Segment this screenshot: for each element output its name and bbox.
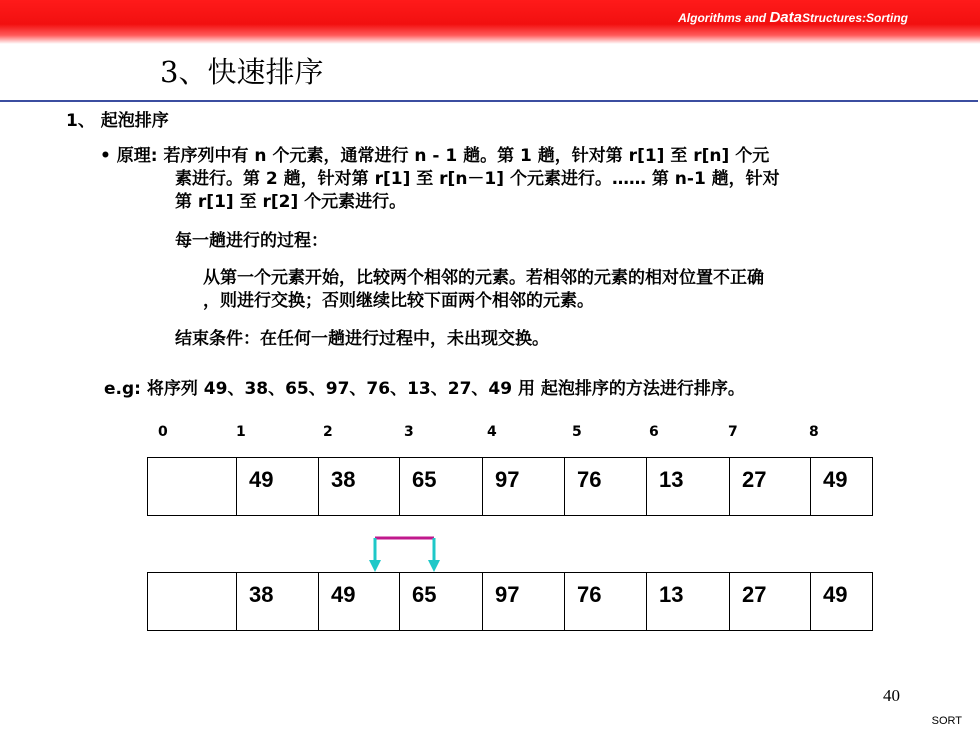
course-banner <box>678 9 908 26</box>
cell-value: 49 <box>823 467 848 492</box>
array-cell <box>482 573 564 630</box>
array-cell <box>147 573 236 630</box>
cell-value: 27 <box>742 582 767 607</box>
index-label: 6 <box>649 424 659 440</box>
index-label: 4 <box>487 424 497 440</box>
cell-value: 49 <box>823 582 848 607</box>
swap-indicator <box>360 532 450 574</box>
array-before-row <box>147 457 873 516</box>
swap-arrowhead-left <box>369 560 381 572</box>
principle-line-3: 第 r[1] 至 r[2] 个元素进行。 <box>175 192 407 212</box>
cell-value: 76 <box>577 582 602 607</box>
array-cell <box>236 573 318 630</box>
title-divider <box>0 100 978 102</box>
index-label: 1 <box>236 424 246 440</box>
array-cell <box>482 458 564 515</box>
banner-data: Data <box>769 9 802 26</box>
array-cell <box>810 573 873 630</box>
array-cell <box>564 573 646 630</box>
array-cell <box>729 458 810 515</box>
array-cell <box>729 573 810 630</box>
example-text: e.g: 将序列 49、38、65、97、76、13、27、49 用 起泡排序的方法进行排序。 <box>104 379 745 399</box>
process-line-2: ，则进行交换；否则继续比较下面两个相邻的元素。 <box>203 291 594 311</box>
slide-title: 3、快速排序 <box>160 55 324 89</box>
cell-value: 13 <box>659 467 684 492</box>
cell-value: 65 <box>412 467 437 492</box>
index-label: 0 <box>158 424 168 440</box>
cell-value: 97 <box>495 582 520 607</box>
process-line-1: 从第一个元素开始，比较两个相邻的元素。若相邻的元素的相对位置不正确 <box>203 268 764 288</box>
section-heading: 1、 起泡排序 <box>66 111 169 131</box>
array-cell <box>646 573 729 630</box>
index-label: 7 <box>728 424 738 440</box>
cell-value: 76 <box>577 467 602 492</box>
index-label: 5 <box>572 424 582 440</box>
footer-tag: SORT <box>931 715 962 727</box>
index-label: 3 <box>404 424 414 440</box>
process-label: 每一趟进行的过程： <box>175 231 328 251</box>
array-cell <box>399 573 482 630</box>
cell-value: 49 <box>249 467 274 492</box>
cell-value: 27 <box>742 467 767 492</box>
end-condition: 结束条件：在任何一趟进行过程中，未出现交换。 <box>175 329 549 349</box>
principle-line-2: 素进行。第 2 趟，针对第 r[1] 至 r[n－1] 个元素进行。…… 第 n-1 趟，针对 <box>175 169 780 189</box>
index-label: 2 <box>323 424 333 440</box>
array-cell <box>810 458 873 515</box>
cell-value: 38 <box>331 467 356 492</box>
array-cell <box>318 573 399 630</box>
banner-suffix: Structures:Sorting <box>801 11 908 25</box>
cell-value: 13 <box>659 582 684 607</box>
index-label: 8 <box>809 424 819 440</box>
cell-value: 97 <box>495 467 520 492</box>
array-after-row <box>147 572 873 631</box>
cell-value: 49 <box>331 582 356 607</box>
array-cell <box>236 458 318 515</box>
array-cell <box>318 458 399 515</box>
cell-value: 65 <box>412 582 437 607</box>
array-cell <box>147 458 236 515</box>
banner-prefix: Algorithms and <box>678 11 770 25</box>
array-cell <box>399 458 482 515</box>
cell-value: 38 <box>249 582 274 607</box>
array-cell <box>564 458 646 515</box>
swap-arrowhead-right <box>428 560 440 572</box>
page-number: 40 <box>883 686 900 705</box>
array-cell <box>646 458 729 515</box>
principle-line-1: • 原理: 若序列中有 n 个元素，通常进行 n - 1 趟。第 1 趟，针对第 r[1] 至 r[n] 个元 <box>100 146 770 166</box>
